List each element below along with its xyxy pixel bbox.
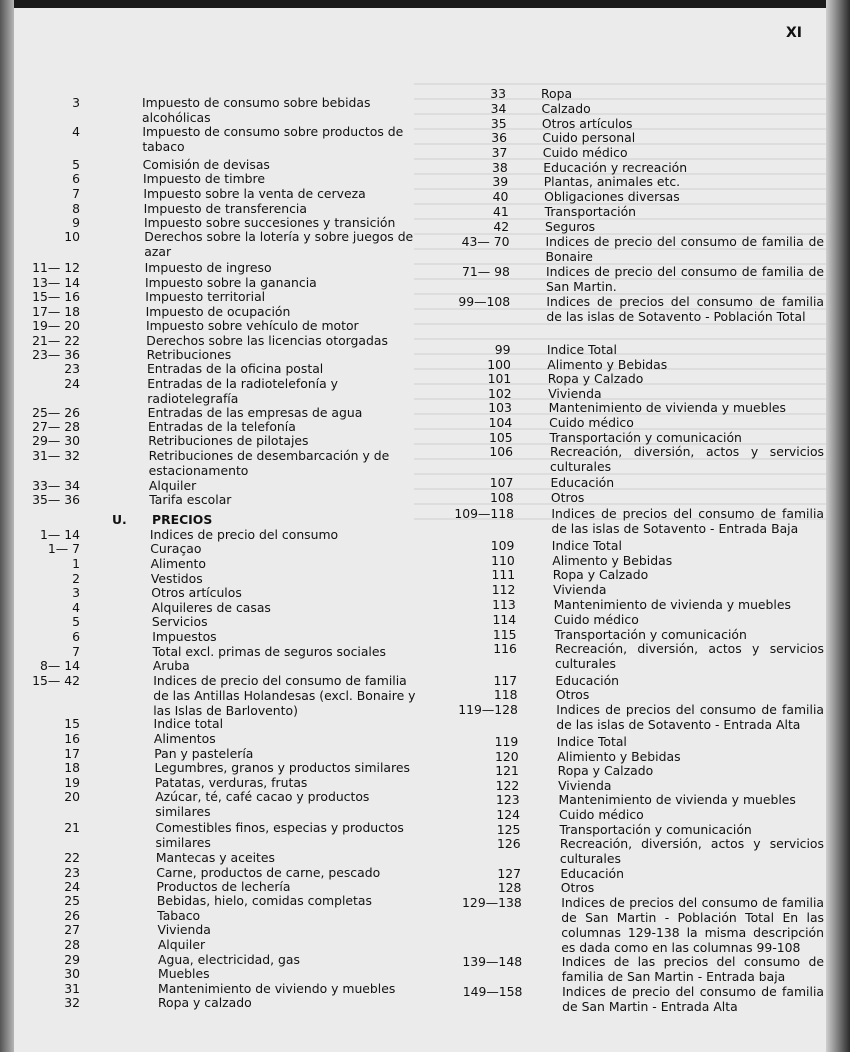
- index-entry: Mantecas y aceites: [155, 850, 275, 865]
- index-number: 100: [487, 357, 511, 372]
- index-number: 1— 14: [40, 527, 80, 542]
- index-entry: Impuesto sobre vehículo de motor: [145, 318, 359, 333]
- index-number: 127: [497, 866, 522, 881]
- index-entry: Otros artículos: [151, 585, 242, 600]
- index-number: 43— 70: [461, 234, 510, 249]
- index-entry: Pan y pastelería: [154, 746, 254, 761]
- index-entry: Recreación, diversión, actos y servicios culturales: [554, 641, 824, 671]
- index-entry: Entradas de las empresas de agua: [147, 405, 363, 420]
- index-entry: Tarifa escolar: [149, 492, 232, 507]
- index-entry: Indice Total: [551, 538, 622, 553]
- index-entry: Entradas de la radiotelefonía y radiotelegrafía: [147, 376, 338, 406]
- index-number: U.: [112, 512, 127, 527]
- index-entry: Impuesto sobre succesiones y transición: [143, 215, 396, 230]
- index-number: 32: [64, 995, 80, 1010]
- index-entry: Agua, electricidad, gas: [158, 952, 300, 967]
- index-number: 107: [489, 475, 514, 490]
- index-number: 123: [495, 792, 520, 807]
- index-entry: Impuesto sobre la ganancia: [144, 275, 317, 290]
- index-number: 118: [493, 687, 518, 702]
- binding-shadow: [0, 0, 14, 1052]
- index-entry: Ropa y calzado: [158, 995, 252, 1010]
- index-number: 27— 28: [32, 419, 80, 434]
- index-number: 20: [64, 789, 80, 804]
- index-entry: Cuido médico: [549, 415, 634, 430]
- index-number: 110: [491, 553, 515, 568]
- index-number: 21: [64, 820, 80, 835]
- index-entry: Derechos sobre la lotería y sobre juegos de azar: [144, 229, 414, 259]
- index-number: 4: [72, 124, 80, 139]
- index-entry: Alquiler: [157, 937, 206, 952]
- index-entry: Indices de precio del consumo: [149, 527, 339, 542]
- index-number: 9: [72, 215, 80, 230]
- index-number: 30: [64, 966, 80, 981]
- index-number: 27: [64, 922, 80, 937]
- index-number: 26: [64, 908, 80, 923]
- index-entry: Impuestos: [152, 629, 217, 644]
- index-entry: Plantas, animales etc.: [543, 174, 681, 189]
- index-number: 101: [487, 371, 512, 386]
- index-number: 22: [64, 850, 80, 865]
- index-entry: Retribuciones: [146, 347, 232, 362]
- index-entry: Educación: [555, 673, 620, 688]
- index-number: 7: [72, 644, 80, 659]
- index-entry: Vestidos: [150, 571, 203, 586]
- index-number: 13— 14: [32, 275, 80, 290]
- index-number: 23: [64, 865, 80, 880]
- index-entry: Entradas de la telefonía: [147, 419, 296, 434]
- index-entry: Indices de precio del consumo de familia de San Martin - Entrada Alta: [562, 984, 824, 1014]
- index-entry: Entradas de la oficina postal: [146, 361, 324, 376]
- index-entry: Comisión de devisas: [142, 157, 270, 172]
- index-entry: Alimento: [150, 556, 206, 571]
- index-number: 4: [72, 600, 80, 615]
- index-number: 11— 12: [32, 260, 80, 275]
- index-entry: Servicios: [151, 614, 208, 629]
- index-entry: Azúcar, té, café cacao y productos similares: [155, 789, 370, 819]
- index-entry: Alimento y Bebidas: [547, 357, 668, 372]
- index-number: 122: [495, 778, 520, 793]
- index-number: 1: [72, 556, 80, 571]
- index-number: 120: [494, 749, 519, 764]
- index-number: 35— 36: [32, 492, 80, 507]
- index-number: 39: [492, 174, 509, 189]
- index-entry: Retribuciones de pilotajes: [148, 433, 309, 448]
- index-entry: Indices de precios del consumo de familia de las islas de Sotavento - Población Total: [546, 294, 824, 324]
- index-entry: Muebles: [158, 966, 210, 981]
- index-entry: Impuesto de timbre: [142, 171, 265, 186]
- index-entry: Mantenimiento de viviendo y muebles: [158, 981, 396, 996]
- index-number: 33— 34: [32, 478, 80, 493]
- index-number: 7: [72, 186, 80, 201]
- index-entry: Curaçao: [150, 541, 202, 556]
- index-entry: Impuesto de consumo sobre bebidas alcohólicas: [142, 95, 371, 125]
- index-entry: Ropa: [541, 86, 573, 101]
- index-number: 126: [497, 836, 521, 851]
- index-entry: Indice total: [153, 716, 224, 731]
- index-entry: Educación: [560, 866, 624, 881]
- index-number: 19: [64, 775, 80, 790]
- index-number: 24: [64, 376, 80, 391]
- index-entry: Alimiento y Bebidas: [557, 749, 681, 764]
- index-entry: Obligaciones diversas: [544, 189, 680, 204]
- index-number: 102: [487, 386, 512, 401]
- index-number: 108: [490, 490, 514, 505]
- index-entry: Alquiler: [148, 478, 197, 493]
- index-number: 36: [491, 130, 508, 145]
- index-entry: Vivienda: [157, 922, 211, 937]
- index-number: 8— 14: [40, 658, 80, 673]
- index-number: 15: [64, 716, 80, 731]
- index-number: 119—128: [458, 702, 518, 717]
- index-entry: Cuido personal: [542, 130, 636, 145]
- index-entry: Indices de precio del consumo de familia de las Antillas Holandesas (excl. Bonaire y las Islas de Barlovento): [153, 673, 416, 718]
- index-number: 29— 30: [32, 433, 80, 448]
- index-number: 35: [490, 116, 507, 131]
- index-entry: Mantenimiento de vivienda y muebles: [553, 597, 791, 612]
- index-entry: Educación y recreación: [543, 160, 688, 175]
- index-number: 113: [492, 597, 516, 612]
- index-entry: Impuesto de consumo sobre productos de tabaco: [142, 124, 404, 154]
- index-number: 38: [491, 160, 508, 175]
- index-entry: Productos de lechería: [156, 879, 291, 894]
- index-number: 104: [488, 415, 513, 430]
- index-entry: Legumbres, granos y productos similares: [154, 760, 410, 775]
- index-entry: Cuido médico: [554, 612, 639, 627]
- index-entry: Indice Total: [556, 734, 627, 749]
- index-number: 37: [491, 145, 508, 160]
- index-entry: Ropa y Calzado: [552, 567, 649, 582]
- index-entry: Educación: [550, 475, 615, 490]
- index-entry: Carne, productos de carne, pescado: [156, 865, 381, 880]
- index-entry: Indices de precios del consumo de familia de las islas de Sotavento - Entrada Alta: [556, 702, 824, 732]
- index-entry: Impuesto territorial: [145, 289, 266, 304]
- index-number: 25— 26: [32, 405, 80, 420]
- index-number: 103: [488, 400, 512, 415]
- index-number: 23: [64, 361, 80, 376]
- index-number: 41: [493, 204, 509, 219]
- index-number: 117: [493, 673, 518, 688]
- index-number: 114: [492, 612, 517, 627]
- index-number: 31: [64, 981, 80, 996]
- index-number: 25: [64, 893, 80, 908]
- section-heading: PRECIOS: [152, 512, 213, 527]
- index-entry: Impuesto sobre la venta de cerveza: [143, 186, 366, 201]
- index-entry: Alquileres de casas: [151, 600, 271, 615]
- index-number: 116: [493, 641, 517, 656]
- index-number: 3: [72, 95, 80, 110]
- index-entry: Otros: [555, 687, 590, 702]
- index-number: 125: [496, 822, 521, 837]
- index-entry: Ropa y Calzado: [557, 763, 654, 778]
- index-entry: Vivienda: [558, 778, 612, 793]
- index-entry: Impuesto de ocupación: [145, 304, 291, 319]
- index-entry: Aruba: [152, 658, 190, 673]
- index-number: 121: [495, 763, 519, 778]
- index-number: 5: [72, 157, 80, 172]
- index-number: 33: [490, 86, 506, 101]
- index-number: 6: [72, 171, 80, 186]
- index-entry: Otros artículos: [541, 116, 633, 131]
- index-number: 19— 20: [32, 318, 80, 333]
- index-number: 16: [64, 731, 80, 746]
- index-entry: Mantenimiento de vivienda y muebles: [548, 400, 786, 415]
- index-entry: Recreación, diversión, actos y servicios culturales: [550, 444, 824, 474]
- index-entry: Indice Total: [546, 342, 617, 357]
- index-number: 111: [491, 567, 516, 582]
- index-entry: Bebidas, hielo, comidas completas: [156, 893, 372, 908]
- index-number: 71— 98: [461, 264, 510, 279]
- index-entry: Calzado: [541, 101, 591, 116]
- index-number: 109: [490, 538, 515, 553]
- index-number: 15— 16: [32, 289, 80, 304]
- index-number: 109—118: [454, 506, 515, 521]
- index-number: 6: [72, 629, 80, 644]
- index-entry: Comestibles finos, especias y productos similares: [155, 820, 404, 850]
- index-number: 115: [492, 627, 517, 642]
- index-entry: Mantenimiento de vivienda y muebles: [558, 792, 796, 807]
- index-entry: Derechos sobre las licencias otorgadas: [146, 333, 388, 348]
- index-number: 2: [72, 571, 80, 586]
- index-number: 119: [494, 734, 519, 749]
- index-entry: Indices de precios del consumo de familia de las islas de Sotavento - Entrada Baja: [551, 506, 824, 536]
- index-number: 17: [64, 746, 80, 761]
- index-number: 10: [64, 229, 80, 244]
- index-number: 24: [64, 879, 80, 894]
- index-number: 29: [64, 952, 80, 967]
- index-number: 42: [493, 219, 510, 234]
- index-entry: Recreación, diversión, actos y servicios culturales: [559, 836, 824, 866]
- index-entry: Impuesto de transferencia: [143, 201, 307, 216]
- index-entry: Transportación y comunicación: [549, 430, 742, 445]
- index-entry: Transportación: [544, 204, 637, 219]
- index-number: 106: [489, 444, 513, 459]
- index-number: 40: [492, 189, 509, 204]
- index-entry: Indices de precios del consumo de familia de San Martin - Población Total En las columnas 129-138 la misma descripción es dada como en las columnas 99-108: [561, 895, 824, 955]
- index-entry: Tabaco: [157, 908, 201, 923]
- index-number: 99—108: [458, 294, 511, 309]
- index-number: 129—138: [462, 895, 522, 910]
- index-entry: Transportación y comunicación: [559, 822, 752, 837]
- index-number: 5: [72, 614, 80, 629]
- index-entry: Ropa y Calzado: [547, 371, 644, 386]
- index-number: 17— 18: [32, 304, 80, 319]
- index-entry: Vivienda: [553, 582, 607, 597]
- index-entry: Retribuciones de desembarcación y de estacionamento: [148, 448, 390, 478]
- index-entry: Cuido médico: [542, 145, 628, 160]
- index-entry: Otros: [560, 880, 595, 895]
- index-entry: Vivienda: [548, 386, 602, 401]
- index-number: 15— 42: [32, 673, 80, 688]
- index-entry: Indices de precio del consumo de familia de Bonaire: [545, 234, 824, 264]
- index-number: 124: [496, 807, 520, 822]
- index-number: 3: [72, 585, 80, 600]
- index-entry: Indices de las precios del consumo de familia de San Martin - Entrada baja: [561, 954, 824, 984]
- index-number: 8: [72, 201, 80, 216]
- index-number: 105: [488, 430, 513, 445]
- index-entry: Patatas, verduras, frutas: [154, 775, 308, 790]
- index-entry: Alimento y Bebidas: [552, 553, 673, 568]
- index-entry: Transportación y comunicación: [554, 627, 747, 642]
- index-entry: Indices de precio del consumo de familia de San Martin.: [545, 264, 824, 294]
- index-number: 31— 32: [32, 448, 80, 463]
- index-number: 99: [494, 342, 511, 357]
- index-number: 23— 36: [32, 347, 80, 362]
- index-entry: Alimentos: [153, 731, 216, 746]
- index-number: 34: [490, 101, 507, 116]
- index-entry: Impuesto de ingreso: [144, 260, 272, 275]
- index-entry: Otros: [550, 490, 585, 505]
- index-number: 18: [64, 760, 80, 775]
- page-edge: [826, 0, 850, 1052]
- index-number: 128: [497, 880, 522, 895]
- page-number: XI: [786, 25, 803, 41]
- index-number: 1— 7: [47, 541, 80, 556]
- index-number: 149—158: [462, 984, 523, 999]
- index-entry: Cuido médico: [559, 807, 644, 822]
- index-entry: Total excl. primas de seguros sociales: [152, 644, 386, 659]
- index-number: 112: [491, 582, 516, 597]
- index-number: 28: [64, 937, 80, 952]
- index-entry: Seguros: [545, 219, 596, 234]
- index-number: 21— 22: [32, 333, 80, 348]
- index-number: 139—148: [462, 954, 523, 969]
